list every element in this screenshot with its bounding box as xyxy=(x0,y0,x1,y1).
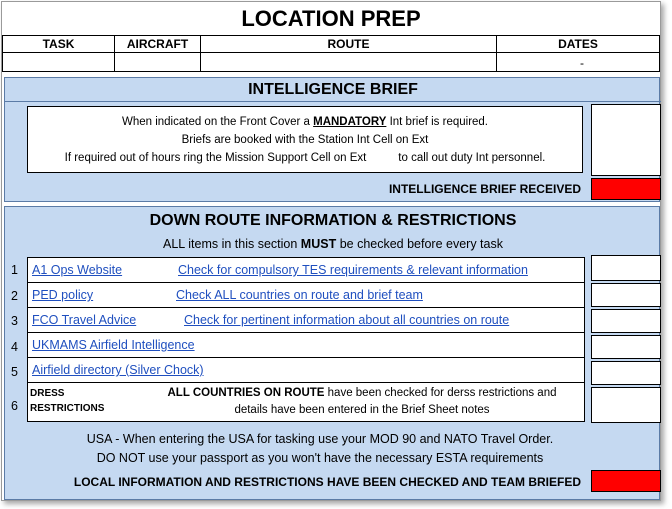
intel-instructions xyxy=(27,106,583,173)
checklist xyxy=(27,257,585,422)
check-box-1[interactable] xyxy=(591,255,661,281)
dress-restrictions-row xyxy=(28,383,584,421)
list-item xyxy=(28,308,584,333)
intelligence-brief-panel xyxy=(4,77,660,202)
down-route-title: DOWN ROUTE INFORMATION & RESTRICTIONS xyxy=(149,212,517,229)
fco-travel-instruction-link[interactable]: Check for pertinent information about all countries on route xyxy=(184,313,510,327)
local-info-flag[interactable] xyxy=(591,470,661,492)
col-dates: DATES xyxy=(497,35,660,53)
list-item xyxy=(28,333,584,358)
item-number: 1 xyxy=(11,263,18,277)
intel-title: INTELLIGENCE BRIEF xyxy=(5,78,661,102)
intel-received-label: INTELLIGENCE BRIEF RECEIVED xyxy=(388,182,581,196)
aircraft-field[interactable] xyxy=(115,52,201,72)
col-task: TASK xyxy=(2,35,115,53)
fco-travel-link[interactable]: FCO Travel Advice xyxy=(32,313,137,327)
route-field[interactable] xyxy=(201,52,497,72)
item-number: 5 xyxy=(11,365,18,379)
a1-ops-link[interactable]: A1 Ops Website xyxy=(32,263,123,277)
header-values xyxy=(2,52,660,72)
dress-restrictions-label: DRESS RESTRICTIONS xyxy=(30,388,105,414)
passport-note: DO NOT use your passport as you won't have the necessary ESTA requirements xyxy=(96,451,544,465)
item-number: 3 xyxy=(11,314,18,328)
header-columns xyxy=(2,35,660,53)
col-aircraft: AIRCRAFT xyxy=(115,35,201,53)
down-route-subtitle: ALL items in this section MUST be checked before every task xyxy=(163,237,503,251)
task-field[interactable] xyxy=(2,52,115,72)
check-box-3[interactable] xyxy=(591,309,661,333)
dress-restrictions-text: ALL COUNTRIES ON ROUTE have been checked for derss restrictions and details have been entered in the Brief Sheet notes xyxy=(167,387,557,416)
col-route: ROUTE xyxy=(201,35,497,53)
check-box-4[interactable] xyxy=(591,335,661,359)
check-box-6[interactable] xyxy=(591,387,661,423)
item-number: 6 xyxy=(11,399,18,413)
list-item xyxy=(28,283,584,308)
item-number: 4 xyxy=(11,340,18,354)
check-box-2[interactable] xyxy=(591,283,661,307)
down-route-panel xyxy=(4,206,660,500)
usa-note: USA - When entering the USA for tasking use your MOD 90 and NATO Travel Order. xyxy=(86,432,554,446)
intel-line-1: When indicated on the Front Cover a MANDATORY Int brief is required. xyxy=(121,116,489,128)
list-item xyxy=(28,358,584,383)
intel-received-flag[interactable] xyxy=(591,178,661,200)
location-prep-sheet xyxy=(1,1,661,501)
intel-check-box[interactable] xyxy=(591,104,661,176)
ped-policy-link[interactable]: PED policy xyxy=(32,288,94,302)
check-box-5[interactable] xyxy=(591,361,661,385)
intel-line-3: If required out of hours ring the Mission Support Cell on Ext to call out duty Int personnel. xyxy=(64,152,546,164)
dates-field[interactable]: - xyxy=(497,52,660,72)
list-item xyxy=(28,258,584,283)
page-title: LOCATION PREP xyxy=(241,6,421,31)
local-info-label: LOCAL INFORMATION AND RESTRICTIONS HAVE BEEN CHECKED AND TEAM BRIEFED xyxy=(73,475,581,489)
intel-line-2: Briefs are booked with the Station Int Cell on Ext xyxy=(181,134,429,146)
item-number: 2 xyxy=(11,289,18,303)
a1-ops-instruction-link[interactable]: Check for compulsory TES requirements & relevant information xyxy=(178,263,528,277)
ukmams-airfield-link[interactable]: UKMAMS Airfield Intelligence xyxy=(32,338,195,352)
airfield-directory-link[interactable]: Airfield directory (Silver Chock) xyxy=(32,363,204,377)
ped-policy-instruction-link[interactable]: Check ALL countries on route and brief team xyxy=(176,288,423,302)
